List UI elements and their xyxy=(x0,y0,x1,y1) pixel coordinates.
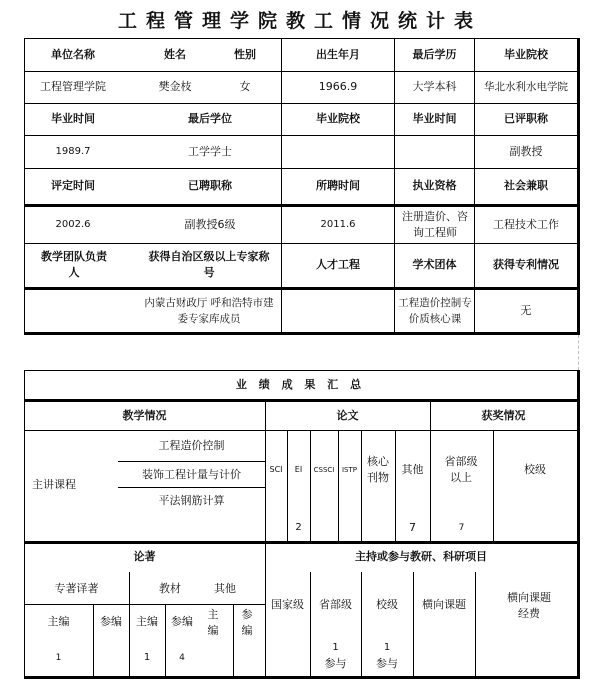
label-main-courses: 主讲课程 xyxy=(32,478,76,491)
works-col: 主编 xyxy=(136,615,158,628)
project-role-provincial: 参与 xyxy=(324,657,347,670)
project-col-horizontal: 横向课题 xyxy=(422,598,466,611)
header-hired-time: 所聘时间 xyxy=(316,179,360,192)
works-val: 1 xyxy=(143,652,151,663)
works-group-other: 其他 xyxy=(214,582,236,595)
header-birth: 出生年月 xyxy=(316,47,360,61)
works-col: 主编 xyxy=(47,615,70,628)
works-col: 参编 xyxy=(171,615,193,628)
value-academic-group: 工程造价控制专价质核心课 xyxy=(398,297,472,325)
header-graduate-school-2: 毕业院校 xyxy=(316,112,360,125)
works-col: 参编 xyxy=(100,615,122,628)
paper-col-sci: SCI xyxy=(269,465,283,474)
works-val: 1 xyxy=(55,653,62,663)
value-expert-title: 内蒙古财政厅 呼和浩特市建委专家库成员 xyxy=(144,297,274,325)
header-patents: 获得专利情况 xyxy=(493,258,559,271)
award-col-school: 校级 xyxy=(524,463,546,476)
value-degree: 工学学士 xyxy=(188,144,232,158)
value-hired-time: 2011.6 xyxy=(320,218,356,230)
project-role-school: 参与 xyxy=(376,657,398,670)
value-graduate-time-2 xyxy=(395,135,474,168)
works-col: 主编 xyxy=(207,608,219,637)
row-divider xyxy=(24,604,265,605)
paper-val-core xyxy=(361,518,395,538)
project-val-horizontal xyxy=(413,640,475,656)
paper-val-cssci xyxy=(310,518,338,538)
project-val-national xyxy=(265,640,310,656)
course-item: 平法钢筋计算 xyxy=(158,494,225,507)
value-name: 樊金枝 xyxy=(158,80,192,93)
paper-col-core: 核心刊物 xyxy=(367,455,389,484)
value-talent-project xyxy=(282,290,394,332)
paper-col-ei: EI xyxy=(294,465,303,474)
paper-val-istp xyxy=(338,518,361,538)
header-graduate-time-2: 毕业时间 xyxy=(412,112,457,125)
header-education: 最后学历 xyxy=(412,47,457,61)
section-title: 业 绩 成 果 汇 总 xyxy=(235,377,366,391)
project-col-provincial: 省部级 xyxy=(319,598,352,611)
header-degree: 最后学位 xyxy=(188,112,232,125)
value-gender: 女 xyxy=(239,80,251,93)
paper-val-other: 7 xyxy=(409,521,416,534)
project-val-provincial: 1 xyxy=(332,642,339,653)
value-assessed-time: 2002.6 xyxy=(55,218,91,230)
header-team-leader: 教学团队负责人 xyxy=(41,250,107,279)
table-border xyxy=(577,38,580,335)
header-works: 论著 xyxy=(133,549,156,563)
works-val: 4 xyxy=(179,653,185,663)
value-patents: 无 xyxy=(520,304,532,317)
value-social-role: 工程技术工作 xyxy=(493,217,559,231)
header-projects: 主持或参与教研、科研项目 xyxy=(355,549,487,563)
value-unit-name: 工程管理学院 xyxy=(40,80,106,93)
header-awards: 获奖情况 xyxy=(481,408,526,422)
award-col-provincial: 省部级以上 xyxy=(444,455,478,484)
value-birth: 1966.9 xyxy=(318,80,358,93)
project-val-horizontal-funds xyxy=(475,640,577,656)
value-graduate-school: 华北水利水电学院 xyxy=(484,81,568,93)
project-col-school: 校级 xyxy=(376,598,398,611)
course-item: 工程造价控制 xyxy=(158,439,225,452)
value-qualification: 注册造价、咨询工程师 xyxy=(402,209,468,239)
works-val xyxy=(233,646,265,670)
page-edge-guide xyxy=(578,335,579,370)
value-title-hired: 副教授6级 xyxy=(184,217,236,231)
header-expert-title: 获得自治区级以上专家称号 xyxy=(148,250,270,279)
header-qualification: 执业资格 xyxy=(412,179,457,192)
header-title-hired: 已聘职称 xyxy=(188,179,232,192)
works-val xyxy=(199,646,233,670)
paper-val-ei: 2 xyxy=(295,522,302,533)
value-team-leader xyxy=(24,290,122,332)
project-val-school: 1 xyxy=(383,642,391,653)
header-name: 姓名 xyxy=(164,47,186,61)
header-talent-project: 人才工程 xyxy=(316,258,360,271)
project-col-national: 国家级 xyxy=(271,598,304,611)
project-col-horizontal-funds: 横向课题经费 xyxy=(507,591,551,620)
award-val-school xyxy=(493,518,577,538)
works-group-monograph: 专著译著 xyxy=(54,582,99,595)
header-graduate-time: 毕业时间 xyxy=(51,112,95,125)
header-papers: 论文 xyxy=(336,408,359,422)
header-assessed-time: 评定时间 xyxy=(51,179,95,192)
header-graduate-school: 毕业院校 xyxy=(504,47,548,61)
works-val xyxy=(93,646,129,670)
paper-val-sci xyxy=(265,518,287,538)
award-val-provincial: 7 xyxy=(458,523,465,533)
header-academic-group: 学术团体 xyxy=(412,258,457,271)
col-divider xyxy=(475,572,476,678)
works-group-textbook: 教材 xyxy=(159,582,181,595)
header-unit-name: 单位名称 xyxy=(51,47,95,61)
value-graduate-school-2 xyxy=(282,135,394,168)
table-border xyxy=(24,332,580,335)
header-title-assessed: 已评职称 xyxy=(504,112,548,125)
paper-col-istp: ISTP xyxy=(341,466,357,474)
course-item: 装饰工程计量与计价 xyxy=(142,467,241,481)
page-title: 工程管理学院教工情况统计表 xyxy=(117,10,482,32)
works-col: 参编 xyxy=(241,608,253,637)
table-border xyxy=(577,370,580,679)
value-title-assessed: 副教授 xyxy=(509,144,543,158)
header-social-role: 社会兼职 xyxy=(504,179,548,192)
header-gender: 性别 xyxy=(234,47,256,61)
header-teaching: 教学情况 xyxy=(122,408,167,422)
paper-col-other: 其他 xyxy=(401,463,424,476)
value-education: 大学本科 xyxy=(412,80,457,93)
table-border xyxy=(24,676,580,679)
value-graduate-time: 1989.7 xyxy=(55,145,91,157)
paper-col-cssci: CSSCI xyxy=(313,466,335,474)
row-divider xyxy=(24,430,578,431)
col-divider xyxy=(413,572,414,678)
